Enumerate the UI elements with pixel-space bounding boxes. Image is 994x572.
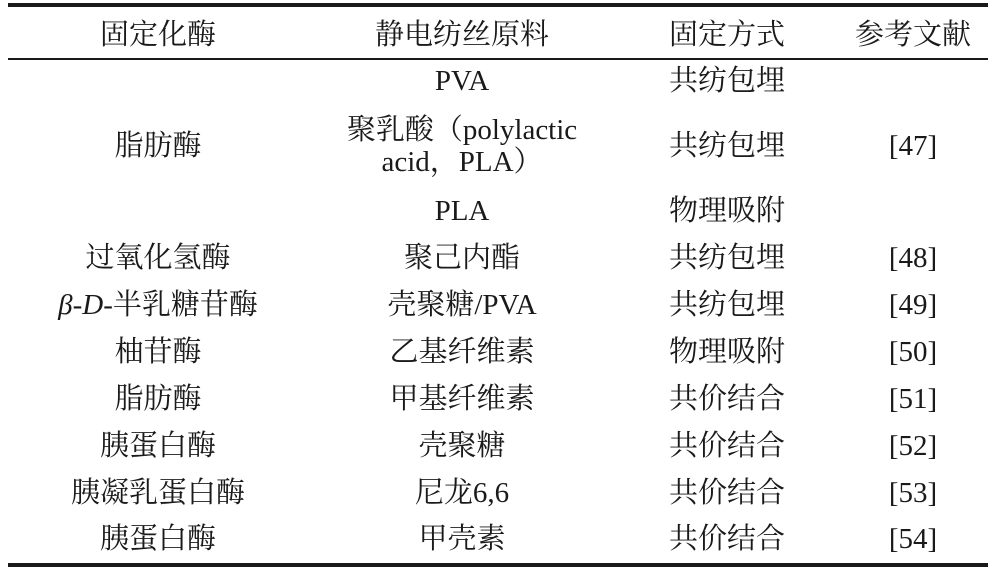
header-reference: 参考文献 — [854, 19, 971, 51]
row-1b-material-line1: 聚乳酸（polylactic — [346, 114, 578, 146]
row-2-enzyme: 过氧化氢酶 — [85, 242, 231, 274]
enzyme-name: -半乳糖苷酶 — [103, 289, 258, 321]
row-6-enzyme: 胰蛋白酶 — [99, 430, 216, 462]
row-1a-method: 共纺包埋 — [668, 65, 785, 97]
row-1c-material: PLA — [434, 195, 490, 227]
row-2-method: 共纺包埋 — [668, 242, 785, 274]
row-4-reference: [50] — [888, 336, 938, 368]
row-7-material: 尼龙6,6 — [414, 477, 510, 509]
row-1b-material-line2: acid，PLA） — [381, 146, 543, 178]
row-1a-material: PVA — [434, 65, 490, 97]
header-rule — [8, 58, 988, 60]
top-rule — [8, 3, 988, 7]
row-7-enzyme: 胰凝乳蛋白酶 — [70, 477, 245, 509]
row-8-material: 甲壳素 — [418, 523, 506, 555]
row-4-enzyme: 柚苷酶 — [114, 336, 202, 368]
row-8-enzyme: 胰蛋白酶 — [99, 523, 216, 555]
header-enzyme: 固定化酶 — [99, 19, 216, 51]
header-material: 静电纺丝原料 — [374, 19, 549, 51]
row-2-reference: [48] — [888, 242, 938, 274]
row-1-enzyme: 脂肪酶 — [114, 130, 202, 162]
bottom-rule — [8, 563, 988, 567]
row-5-reference: [51] — [888, 383, 938, 415]
row-3-method: 共纺包埋 — [668, 289, 785, 321]
header-method: 固定方式 — [668, 19, 785, 51]
row-3-material: 壳聚糖/PVA — [387, 289, 537, 321]
row-1-reference: [47] — [888, 130, 938, 162]
row-8-method: 共价结合 — [668, 523, 785, 555]
dash-1: - — [72, 289, 83, 321]
row-6-material: 壳聚糖 — [418, 430, 506, 462]
row-2-material: 聚己内酯 — [403, 242, 520, 274]
row-3-enzyme — [8, 288, 308, 322]
row-1c-method: 物理吸附 — [668, 195, 785, 227]
row-1b-method: 共纺包埋 — [668, 130, 785, 162]
row-8-reference: [54] — [888, 523, 938, 555]
row-6-reference: [52] — [888, 430, 938, 462]
beta-symbol: β — [58, 289, 73, 321]
row-5-method: 共价结合 — [668, 383, 785, 415]
row-7-reference: [53] — [888, 477, 938, 509]
row-3-reference: [49] — [888, 289, 938, 321]
row-4-method: 物理吸附 — [668, 336, 785, 368]
row-7-method: 共价结合 — [668, 477, 785, 509]
row-5-material: 甲基纤维素 — [389, 383, 535, 415]
row-4-material: 乙基纤维素 — [389, 336, 535, 368]
d-configuration: D — [82, 289, 104, 321]
row-5-enzyme: 脂肪酶 — [114, 383, 202, 415]
enzyme-immobilization-table — [8, 0, 988, 572]
row-6-method: 共价结合 — [668, 430, 785, 462]
